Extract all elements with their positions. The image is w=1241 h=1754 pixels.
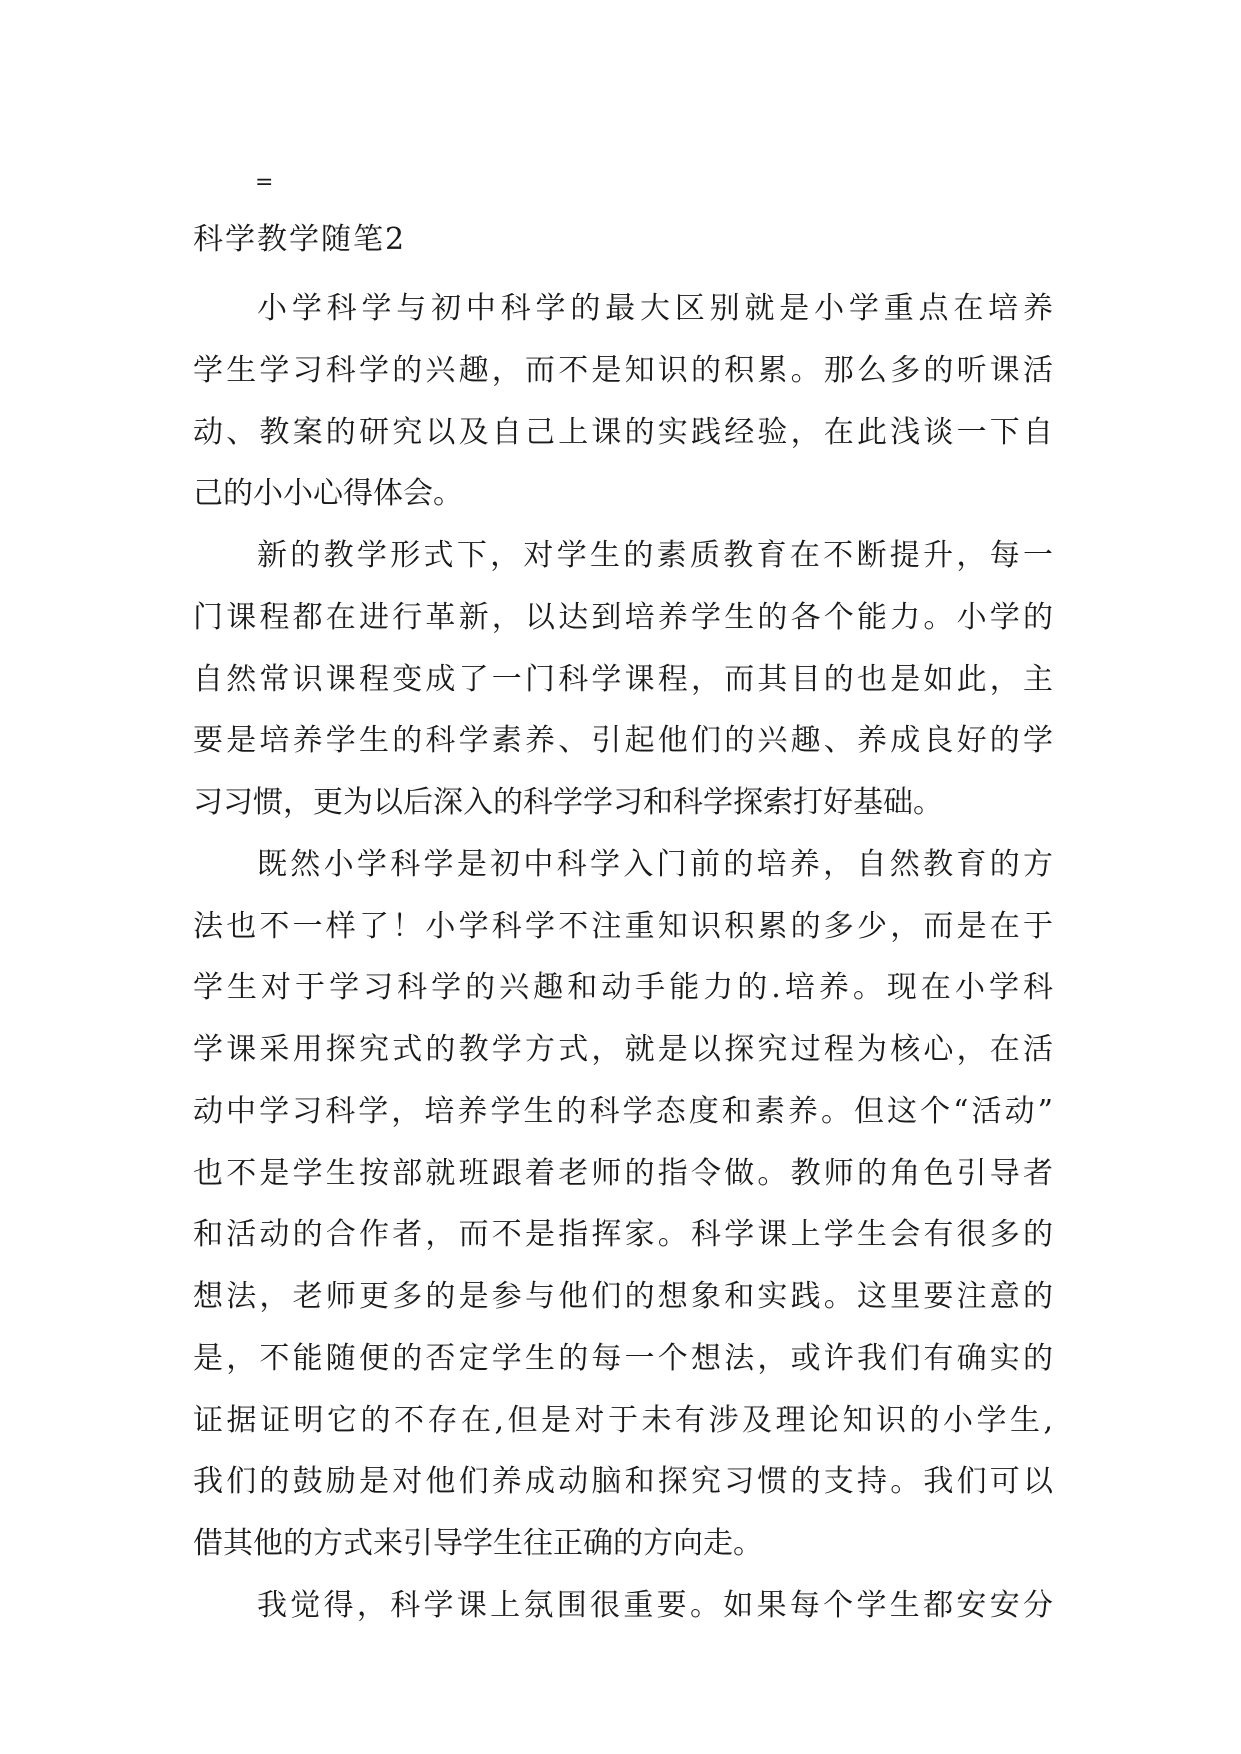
text-line: 既然小学科学是初中科学入门前的培养，自然教育的方 [257,846,1053,882]
text-line: 我们的鼓励是对他们养成动脑和探究习惯的支持。我们可以 [193,1464,1053,1500]
text-line: 自然常识课程变成了一门科学课程，而其目的也是如此，主 [193,661,1053,697]
text-line: 新的教学形式下，对学生的素质教育在不断提升，每一 [257,538,1053,573]
text-line: 动中学习科学，培养学生的科学态度和素养。但这个“活动” [193,1093,1053,1129]
text-line: 证据证明它的不存在,但是对于未有涉及理论知识的小学生, [193,1402,1053,1438]
text-line: 要是培养学生的科学素养、引起他们的兴趣、养成良好的学 [193,723,1053,759]
text-line: 借其他的方式来引导学生往正确的方向走。 [193,1526,763,1561]
text-line: 习习惯，更为以后深入的科学学习和科学探索打好基础。 [193,785,943,820]
text-line: 学生对于学习科学的兴趣和动手能力的.培养。现在小学科 [193,970,1053,1006]
text-line: 动、教案的研究以及自己上课的实践经验，在此浅谈一下自 [193,414,1053,450]
text-line: 小学科学与初中科学的最大区别就是小学重点在培养 [257,291,1053,326]
text-line: 学生学习科学的兴趣，而不是知识的积累。那么多的听课活 [193,352,1053,388]
text-line: 是，不能随便的否定学生的每一个想法，或许我们有确实的 [193,1340,1053,1376]
text-line: 想法，老师更多的是参与他们的想象和实践。这里要注意的 [193,1279,1053,1314]
page-marker: = [255,170,274,195]
text-line: 我觉得，科学课上氛围很重要。如果每个学生都安安分 [257,1587,1053,1623]
document-body [193,278,1053,1637]
text-line: 己的小小心得体会。 [193,476,463,512]
text-line: 和活动的合作者，而不是指挥家。科学课上学生会有很多的 [193,1217,1053,1253]
document-title: 科学教学随笔2 [193,222,407,257]
text-line: 也不是学生按部就班跟着老师的指令做。教师的角色引导者 [193,1155,1053,1191]
text-line: 门课程都在进行革新，以达到培养学生的各个能力。小学的 [193,599,1053,635]
text-line: 法也不一样了！小学科学不注重知识积累的多少，而是在于 [193,908,1053,944]
text-line: 学课采用探究式的教学方式，就是以探究过程为核心，在活 [193,1032,1053,1067]
